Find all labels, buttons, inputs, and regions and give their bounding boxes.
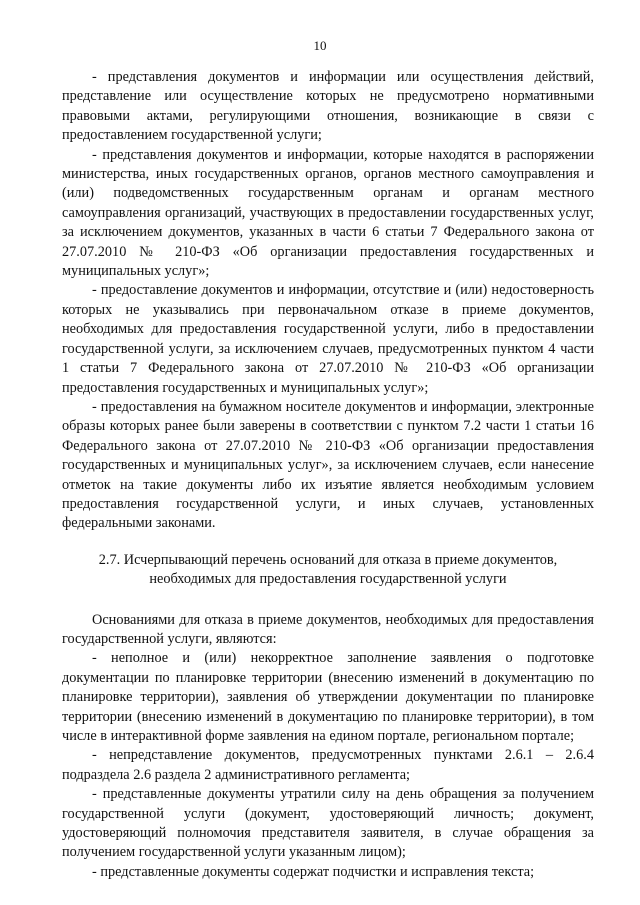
section-heading <box>62 551 594 590</box>
section-heading-line: необходимых для предоставления государственной услуги <box>149 571 507 588</box>
document-body <box>62 68 594 882</box>
list-item: - представленные документы утратили силу на день обращения за получением государственной услуги (документ, удостоверяющий личность; документ, удостоверяющий полномочия представителя заявителя, в случае обращения за получением государственной услуги указанным лицом); <box>62 786 594 861</box>
list-item: - предоставления на бумажном носителе документов и информации, электронные образы которых ранее были заверены в соответствии с пунктом 7.2 части 1 статьи 16 Федерального закона от 27.07.2010 № 210-ФЗ «Об организации предоставления государственных и муниципальных услуг», за исключением случаев, если нанесение отметок на такие документы либо их изъятие является необходимым условием предоставления государственной услуги, и иных случаев, установленных федеральными законами. <box>62 398 594 532</box>
section-heading-line: 2.7. Исчерпывающий перечень оснований для отказа в приеме документов, <box>98 551 558 568</box>
page-number: 10 <box>313 38 327 53</box>
intro-paragraph: Основаниями для отказа в приеме документов, необходимых для предоставления государственной услуги, являются: <box>62 611 594 647</box>
list-item: - предоставление документов и информации, отсутствие и (или) недостоверность которых не указывались при первоначальном отказе в приеме документов, необходимых для предоставления государственной услуги, либо в предоставлении государственной услуги, за исключением случаев, предусмотренных пунктом 4 части 1 статьи 7 Федерального закона от 27.07.2010 № 210-ФЗ «Об организации предоставления государственных и муниципальных услуг»; <box>62 282 594 396</box>
list-item: - представления документов и информации, которые находятся в распоряжении министерства, иных государственных органов, органов местного самоуправления и (или) подведомственных государственным органам и органам местного самоуправления организаций, участвующих в предоставлении государственных услуг, за исключением документов, указанных в части 6 статьи 7 Федерального закона от 27.07.2010 № 210-ФЗ «Об организации предоставления государственных и муниципальных услуг»; <box>62 146 594 280</box>
list-item: - представления документов и информации или осуществления действий, представление или осуществление которых не предусмотрено нормативными правовыми актами, регулирующими отношения, возникающие в связи с предоставлением государственной услуги; <box>62 69 594 144</box>
list-item: - непредставление документов, предусмотренных пунктами 2.6.1 – 2.6.4 подраздела 2.6 раздела 2 административного регламента; <box>62 747 594 783</box>
list-item: - представленные документы содержат подчистки и исправления текста; <box>92 863 535 880</box>
list-item: - неполное и (или) некорректное заполнение заявления о подготовке документации по планировке территории (внесению изменений в документацию по планировке территории), заявления об утверждении документации по планировке территории (внесению изменений в документацию по планировке территории), в том числе в интерактивной форме заявления на едином портале, региональном портале; <box>62 650 594 744</box>
